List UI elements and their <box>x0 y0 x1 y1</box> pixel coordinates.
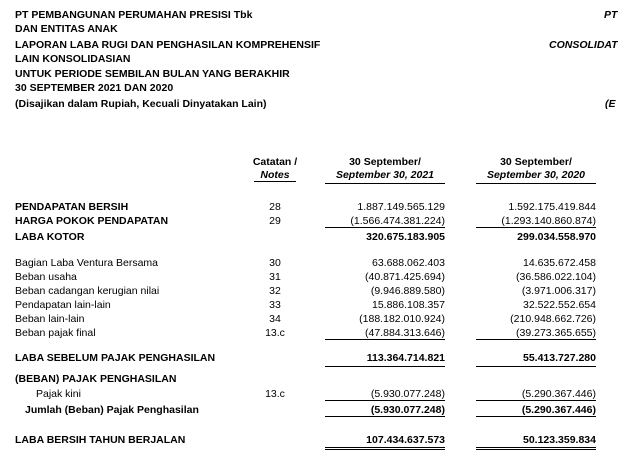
section-heading: (BEBAN) PAJAK PENGHASILAN <box>15 373 177 385</box>
row-value-2021: (1.566.474.381.224) <box>325 215 445 228</box>
currency-note: (Disajikan dalam Rupiah, Kecuali Dinyatakan Lain) <box>15 98 267 110</box>
company-subtitle: DAN ENTITAS ANAK <box>15 23 118 35</box>
row-label: Beban usaha <box>15 271 77 283</box>
row-label: Jumlah (Beban) Pajak Penghasilan <box>25 404 199 416</box>
row-label: Beban pajak final <box>15 327 96 339</box>
row-label: LABA KOTOR <box>15 231 85 243</box>
currency-note-en-truncated: (E <box>605 98 616 110</box>
row-note: 31 <box>269 271 281 283</box>
row-value-2020: 299.034.558.970 <box>517 231 596 243</box>
row-label: Beban cadangan kerugian nilai <box>15 285 160 297</box>
row-value-2021: (40.871.425.694) <box>365 271 445 283</box>
report-title: LAPORAN LABA RUGI DAN PENGHASILAN KOMPREHENSIF <box>15 39 321 51</box>
col-2020-header-line1: 30 September/ <box>500 156 572 168</box>
row-value-2021: (5.930.077.248) <box>325 404 445 417</box>
company-name: PT PEMBANGUNAN PERUMAHAN PRESISI Tbk <box>15 9 253 21</box>
notes-header-line2 <box>252 169 298 183</box>
row-value-2021: 15.886.108.357 <box>372 299 445 311</box>
row-label: Pendapatan lain-lain <box>15 299 111 311</box>
row-value-2020: 14.635.672.458 <box>523 257 596 269</box>
row-value-2020: 32.522.552.654 <box>523 299 596 311</box>
row-value-2020: (5.290.367.446) <box>476 388 596 401</box>
row-note: 28 <box>269 201 281 213</box>
row-value-2020: (36.586.022.104) <box>516 271 596 283</box>
row-value-2021: (5.930.077.248) <box>325 388 445 401</box>
row-value-2020: (210.948.662.726) <box>510 313 596 325</box>
period-line1: UNTUK PERIODE SEMBILAN BULAN YANG BERAKHIR <box>15 68 290 80</box>
row-value-2021: 320.675.183.905 <box>366 231 445 243</box>
row-value-2020: 50.123.359.834 <box>476 434 596 450</box>
row-value-2021: (47.884.313.646) <box>325 327 445 340</box>
row-label: HARGA POKOK PENDAPATAN <box>15 215 169 227</box>
row-label: LABA BERSIH TAHUN BERJALAN <box>15 434 186 446</box>
row-value-2021: 113.364.714.821 <box>366 352 445 364</box>
row-label: Beban lain-lain <box>15 313 85 325</box>
row-label: LABA SEBELUM PAJAK PENGHASILAN <box>15 352 216 364</box>
row-label: Pajak kini <box>36 388 81 400</box>
row-value-2021: 107.434.637.573 <box>325 434 445 450</box>
row-value-2020: (3.971.006.317) <box>521 285 596 297</box>
rule-2020 <box>476 366 596 367</box>
row-note: 13.c <box>265 388 285 400</box>
row-note: 32 <box>269 285 281 297</box>
col-2020-header-line2: September 30, 2020 <box>476 169 596 184</box>
row-value-2021: 63.688.062.403 <box>372 257 445 269</box>
row-value-2020: 1.592.175.419.844 <box>508 201 596 213</box>
row-value-2020: (39.273.365.655) <box>476 327 596 340</box>
row-note: 34 <box>269 313 281 325</box>
notes-header-label: Notes <box>254 169 295 182</box>
row-note: 33 <box>269 299 281 311</box>
row-note: 13.c <box>265 327 285 339</box>
notes-header-line1: Catatan / <box>252 156 298 168</box>
row-note: 30 <box>269 257 281 269</box>
row-value-2021: (188.182.010.924) <box>359 313 445 325</box>
rule-2021 <box>325 366 445 367</box>
row-note: 29 <box>269 215 281 227</box>
col-2021-header-line1: 30 September/ <box>349 156 421 168</box>
report-title-line2: LAIN KONSOLIDASIAN <box>15 53 131 65</box>
report-title-en-truncated: CONSOLIDAT <box>549 39 618 51</box>
row-label: PENDAPATAN BERSIH <box>15 201 129 213</box>
row-value-2020: (5.290.367.446) <box>476 404 596 417</box>
row-value-2020: 55.413.727.280 <box>523 352 596 364</box>
col-2021-header-line2: September 30, 2021 <box>325 169 445 184</box>
row-label: Bagian Laba Ventura Bersama <box>15 257 159 269</box>
row-value-2021: 1.887.149.565.129 <box>357 201 445 213</box>
company-name-en-truncated: PT <box>604 9 618 21</box>
row-value-2021: (9.946.889.580) <box>370 285 445 297</box>
period-line2: 30 SEPTEMBER 2021 DAN 2020 <box>15 82 174 94</box>
row-value-2020: (1.293.140.860.874) <box>476 215 596 228</box>
